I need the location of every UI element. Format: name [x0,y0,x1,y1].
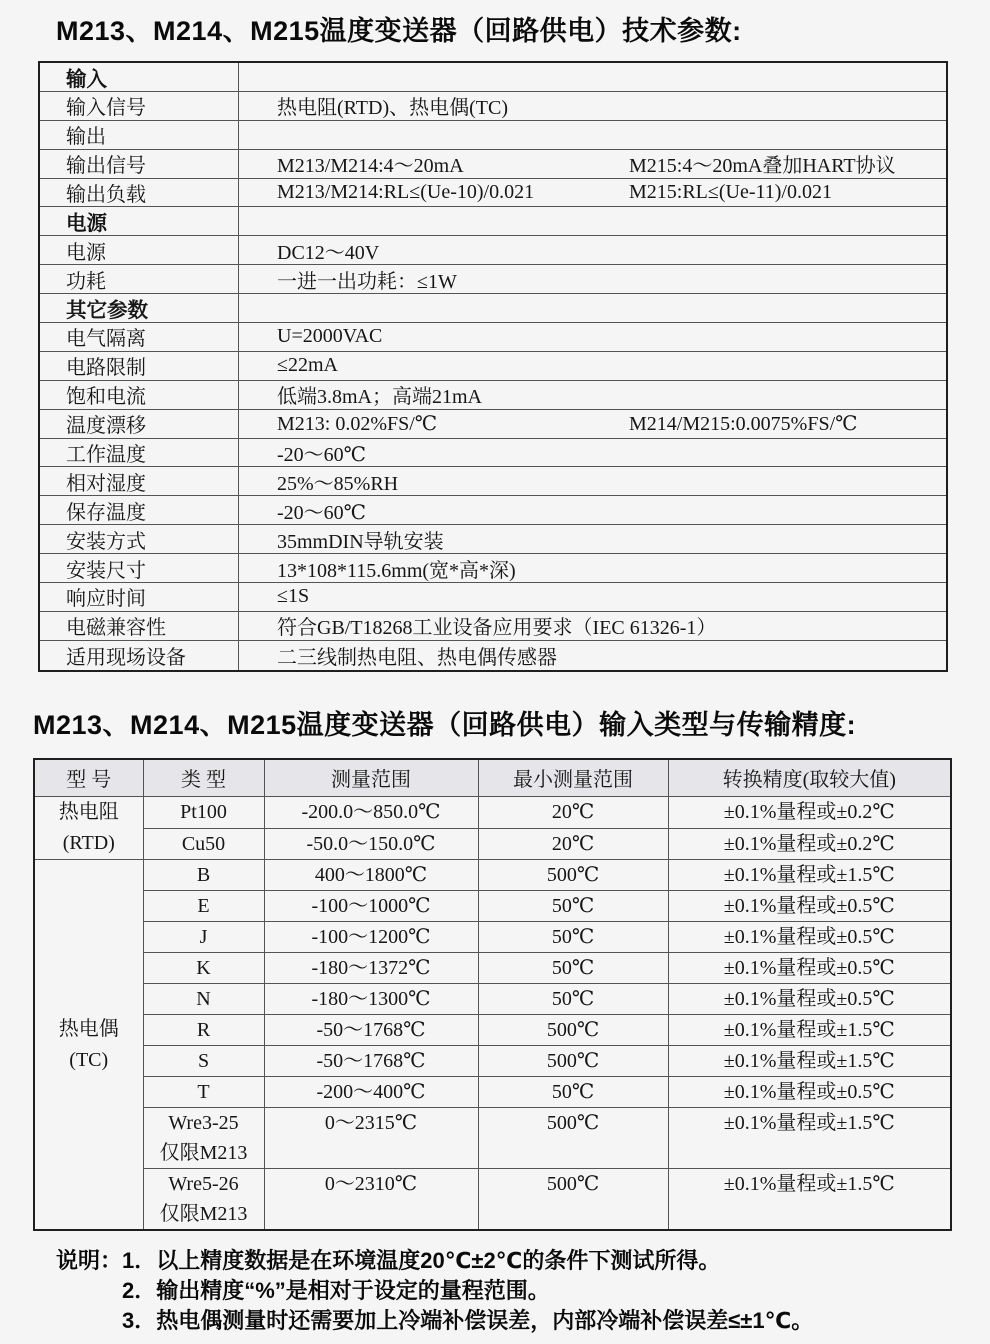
cell-accuracy: ±0.1%量程或±1.5℃ [668,1169,951,1231]
table-row-power-supply [40,236,946,265]
value-text: 低端3.8mA；高端21mA [277,386,482,409]
cell-range: -180～1300℃ [264,984,478,1015]
table-row-section-output [40,121,946,150]
header-model: 型 号 [34,759,143,797]
value-text: DC12～40V [277,241,380,264]
row-value [239,150,946,178]
table-row-section-input [40,63,946,92]
type-name: Wre5-26 [168,1173,239,1196]
value-text: ≤22mA [277,354,338,377]
table-row-field-devices [40,641,946,670]
cell-accuracy: ±0.1%量程或±0.5℃ [668,891,951,922]
row-value [239,410,946,438]
row-value [239,323,946,351]
cell-accuracy: ±0.1%量程或±0.5℃ [668,922,951,953]
cell-accuracy: ±0.1%量程或±1.5℃ [668,1015,951,1046]
table-row-saturation-current [40,381,946,410]
table-row-response-time [40,583,946,612]
table-row-tc-s [34,1046,951,1077]
cell-type: N [143,984,264,1015]
row-label: 其它参数 [40,294,239,322]
row-value [239,207,946,235]
row-label: 电气隔离 [40,323,239,351]
row-value [239,121,946,149]
cell-accuracy: ±0.1%量程或±1.5℃ [668,860,951,891]
notes-prefix: 说明： [56,1248,123,1274]
cell-range: 0～2315℃ [264,1108,478,1169]
header-min-range: 最小测量范围 [478,759,668,797]
value-text: 热电阻(RTD)、热电偶(TC) [277,97,508,120]
group-abbr: (TC) [69,1048,109,1071]
cell-min: 50℃ [478,891,668,922]
cell-type: S [143,1046,264,1077]
note-line-2 [56,1276,990,1306]
value-text-2: M214/M215:0.0075%FS/℃ [629,413,858,436]
table-row-output-load [40,179,946,208]
row-value [239,236,946,264]
row-label: 功耗 [40,265,239,293]
cell-type [143,1108,264,1169]
header-range: 测量范围 [264,759,478,797]
row-value [239,496,946,524]
cell-accuracy: ±0.1%量程或±0.2℃ [668,828,951,860]
cell-accuracy: ±0.1%量程或±1.5℃ [668,1108,951,1169]
cell-min: 500℃ [478,860,668,891]
cell-range: -50～1768℃ [264,1015,478,1046]
table-row-tc-j [34,922,951,953]
cell-min: 500℃ [478,1046,668,1077]
row-value [239,439,946,467]
value-text-2: M215:4～20mA叠加HART协议 [629,155,896,178]
note-line-1 [56,1246,990,1276]
cell-type: J [143,922,264,953]
table-row-cu50 [34,828,951,860]
value-text: 符合GB/T18268工业设备应用要求（IEC 61326-1） [277,617,717,640]
row-value [239,467,946,495]
row-value [239,179,946,207]
group-name: 热电偶 [58,1017,119,1040]
table-row-section-other [40,294,946,323]
row-label: 输出信号 [40,150,239,178]
row-value [239,92,946,120]
doc-title-tech-params: M213、M214、M215温度变送器（回路供电）技术参数: [56,16,742,46]
value-text: ≤1S [277,585,310,608]
table-row-tc-k [34,953,951,984]
cell-range: -200～400℃ [264,1077,478,1108]
notes-block [56,1246,990,1336]
cell-range: 0～2310℃ [264,1169,478,1231]
row-value [239,525,946,553]
row-value [239,352,946,380]
value-text: 二三线制热电阻、热电偶传感器 [277,646,557,669]
cell-type: R [143,1015,264,1046]
note-line-3 [56,1306,990,1336]
table-row-working-temp [40,439,946,468]
cell-min: 50℃ [478,984,668,1015]
value-text: U=2000VAC [277,325,383,348]
cell-min: 50℃ [478,1077,668,1108]
table-row-tc-n [34,984,951,1015]
cell-range: -100～1000℃ [264,891,478,922]
table-row-output-signal [40,150,946,179]
cell-min: 500℃ [478,1015,668,1046]
table-row-tc-b [34,860,951,891]
cell-range: -180～1372℃ [264,953,478,984]
note-text: 2．输出精度“%”是相对于设定的量程范围。 [122,1278,550,1304]
row-label: 电磁兼容性 [40,612,239,640]
value-text: M213: 0.02%FS/℃ [277,413,438,436]
cell-range: -50.0～150.0℃ [264,828,478,860]
value-text: -20～60℃ [277,501,367,524]
row-label: 温度漂移 [40,410,239,438]
table-row-dimensions [40,554,946,583]
row-value [239,554,946,582]
type-name: Wre3-25 [168,1112,239,1135]
cell-accuracy: ±0.1%量程或±0.2℃ [668,797,951,829]
row-label: 饱和电流 [40,381,239,409]
cell-accuracy: ±0.1%量程或±0.5℃ [668,953,951,984]
cell-type: T [143,1077,264,1108]
row-label: 安装方式 [40,525,239,553]
value-text: M213/M214:RL≤(Ue-10)/0.021 [277,181,535,203]
table-row-power-consumption [40,265,946,294]
cell-range: -100～1200℃ [264,922,478,953]
cell-type: K [143,953,264,984]
table-row-temp-drift [40,410,946,439]
row-label: 相对湿度 [40,467,239,495]
row-label: 响应时间 [40,583,239,611]
table-row-circuit-limit [40,352,946,381]
cell-min: 50℃ [478,922,668,953]
table-row-humidity [40,467,946,496]
table-row-pt100 [34,797,951,829]
cell-min: 20℃ [478,828,668,860]
header-accuracy: 转换精度(取较大值) [668,759,951,797]
value-text-2: M215:RL≤(Ue-11)/0.021 [629,181,832,203]
table-row-emc [40,612,946,641]
doc-title-accuracy: M213、M214、M215温度变送器（回路供电）输入类型与传输精度: [33,709,857,740]
table-header-row [34,759,951,797]
row-label: 保存温度 [40,496,239,524]
table-row-mounting [40,525,946,554]
cell-type: E [143,891,264,922]
header-type: 类 型 [143,759,264,797]
value-text: 一进一出功耗：≤1W [277,270,457,293]
table-row-storage-temp [40,496,946,525]
cell-min: 500℃ [478,1108,668,1169]
row-label: 电路限制 [40,352,239,380]
row-label: 电源 [40,236,239,264]
row-value [239,294,946,322]
row-value [239,612,946,640]
cell-accuracy: ±0.1%量程或±0.5℃ [668,984,951,1015]
accuracy-table [33,758,952,1232]
cell-min: 20℃ [478,797,668,829]
cell-type: B [143,860,264,891]
group-name: 热电阻 [58,801,119,824]
group-tc [34,860,143,1231]
table-row-section-power [40,207,946,236]
cell-min: 50℃ [478,953,668,984]
cell-range: 400～1800℃ [264,860,478,891]
row-value [239,583,946,611]
table-row-tc-wre5-26 [34,1169,951,1231]
row-label: 工作温度 [40,439,239,467]
table-row-isolation [40,323,946,352]
cell-type: Pt100 [143,797,264,829]
cell-type: Cu50 [143,828,264,860]
cell-accuracy: ±0.1%量程或±0.5℃ [668,1077,951,1108]
value-text: 25%～85%RH [277,472,399,495]
row-label: 输入 [40,63,239,91]
group-rtd [34,797,143,860]
note-text: 3．热电偶测量时还需要加上冷端补偿误差，内部冷端补偿误差≤±1℃。 [122,1308,814,1334]
value-text: M213/M214:4～20mA [277,155,464,178]
value-text: 35mmDIN导轨安装 [277,530,444,553]
page [0,15,990,1344]
note-text: 1．以上精度数据是在环境温度20℃±2℃的条件下测试所得。 [122,1248,721,1274]
cell-range: -200.0～850.0℃ [264,797,478,829]
row-label: 输出负载 [40,179,239,207]
row-label: 输出 [40,121,239,149]
table-row-tc-e [34,891,951,922]
row-value [239,381,946,409]
value-text: -20～60℃ [277,444,367,467]
tech-params-table [38,61,948,672]
type-restriction: 仅限M213 [159,1203,248,1226]
row-label: 适用现场设备 [40,641,239,670]
row-value [239,265,946,293]
table-row-tc-wre3-25 [34,1108,951,1169]
table-row-input-signal [40,92,946,121]
cell-range: -50～1768℃ [264,1046,478,1077]
value-text: 13*108*115.6mm(宽*高*深) [277,559,516,582]
row-value [239,63,946,91]
cell-accuracy: ±0.1%量程或±1.5℃ [668,1046,951,1077]
table-row-tc-r [34,1015,951,1046]
cell-type [143,1169,264,1231]
table-row-tc-t [34,1077,951,1108]
row-label: 输入信号 [40,92,239,120]
type-restriction: 仅限M213 [159,1142,248,1165]
cell-min: 500℃ [478,1169,668,1231]
row-label: 电源 [40,207,239,235]
row-label: 安装尺寸 [40,554,239,582]
group-abbr: (RTD) [62,832,115,855]
row-value [239,641,946,670]
